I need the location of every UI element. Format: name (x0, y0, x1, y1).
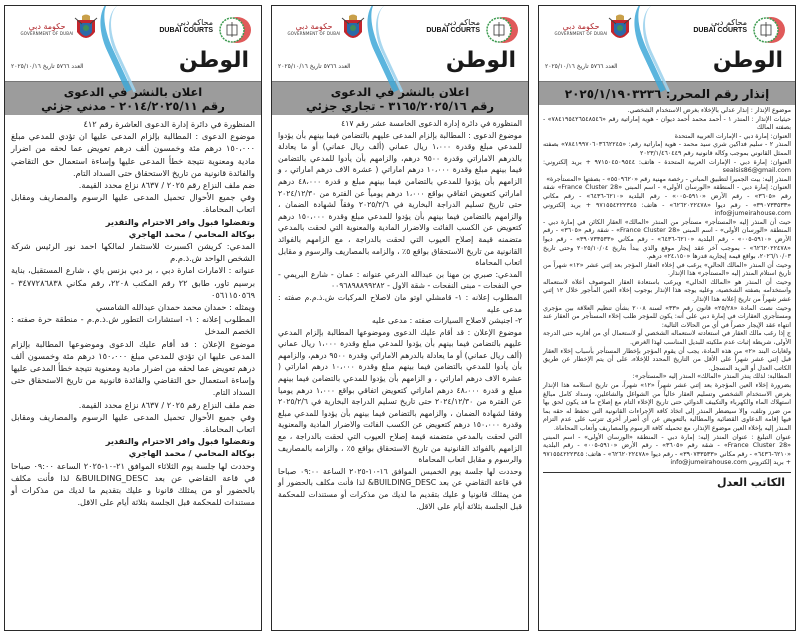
notary-signature: الكاتب العدل (543, 472, 791, 492)
masthead (272, 6, 528, 81)
notice-column-civil (4, 5, 262, 631)
government-name-ar: حكومة دبي (28, 22, 66, 31)
notice-body (539, 105, 795, 470)
paragraph: موضوع الدعوى : المطالبة بإلزام المدعى عليهم بالتضامن فيما بينهم بأن يؤدوا للمدعي مبلغ وقدرة ١،٠٠٠ ريال عماني (ألف ريال عماني) أو ما يعادلة بالدرهم الاماراتي وقدرة ٩٥٠٠ درهم، والزامهم بأن يأدوا للمدعي بالتضامن فيما بينهم مبلغ وقدرة ١٠،٠٠٠ درهم اماراتي ( عشرة الاف درهم اماراتي ، و الزامهم بأن يؤدوا للمدعي بالتضامن فيما بينهم مبلغ و قدرة ٤٨،٠٠٠ درهم اماراتي كتعويض اتفاقي بواقع ١،٠٠٠ درهم يومياً عن الفترة من ٢٠٢٤/١٢/٣٠ حتى تاريخ تسليم الدراجة البخارية في ٢٠٢٥/٢/٦ وفقاً لشهادة الضمان ، والزامهم بالتضامن فيما بينهم بأن يؤدوا للمدعي مبلغ وقدرة ١٥٠،٠٠٠ درهم كتعويض عن الكسب الفائت والاضرار المادية والمعنوية التي لحقت بالمدعي متضمنه قيمة إصلاح العيوب التي لحقت بالدراجة ، مع الزامهم بالفوائد القانونية من تاريخ الاستحقاق بواقع ٥٪ ، والزامه بالمصاريف والرسوم و مقابل اتعاب المحاماة (278, 130, 523, 268)
paragraph: المطلوب إعلانه : ١- قامشلي اوتو مان لاصلاح المركبات ش.ذ.م.م صفته : مدعى عليه (278, 292, 522, 314)
notice-title: اعلان بالنشر في الدعوى (330, 85, 470, 99)
paragraph: وتفضلوا قبول وافر الاحترام والتقدير (105, 216, 255, 227)
paragraph: عنوانه : الامارات امارة دبي ، بر دبي بزنس باي ، شارع المستقبل، بناية برسيم تاور، طابق ٢٢ رقم المكتب ٢٢٠٨، رقم مكاني ٣٤٧٧٢٨٦٨٣٨ - ٠٥٦١١٥٠٥٦٩ (11, 265, 255, 300)
government-of-dubai-logo (551, 22, 611, 36)
paragraph: المنظورة في دائرة إدارة الدعوى الخامسة عشر رقم ٤١٧ (341, 119, 522, 128)
paragraph: موضوع الإعلان : قد أقام عليك الدعوى وموضوعها المطالبة بإلزام المدعي عليهم بالتضامن فيما بينهم بأن يؤدوا للمدعي مبلغ وقدرة ١،٠٠٠ ريال عماني (ألف ريال عماني) أو ما يعادلة بالدرهم الاماراتي وقدرة ٩٥٠٠ درهم، والزامهم بأن يأدوا للمدعي بالتضامن فيما بينهم مبلغ وقدرة ١٠،٠٠٠ درهم اماراتي ( عشرة الاف درهم اماراتي ، و الزامهم بأن يؤدوا للمدعي بالتضامن فيما بينهم مبلغ و قدرة ٤٨،٠٠٠ درهم اماراتي كتعويض اتفاقي بواقع ١،٠٠٠ درهم يوميا عن الفترة من ٢٠٢٤/١٢/٣٠ حتى تاريخ تسليم الدراجة البخارية في ٢٠٢٥/٢/٦ وفقا لشهادة الضمان ، والزامهم بالتضامن فيما بينهم بأن يؤدوا للمدعي مبلغ وقدرة ١٥٠،٠٠٠ درهم كتعويض عن الكسب الفائت والاضرار المادية والمعنوية التي لحقت بالمدعي متضمنه قيمة إصلاح العيوب التي لحقت بالدراجة ، مع الزامهم بالفوائد القانونية من تاريخ الاستحقاق بواقع ٥٪ ، والزامه بالمصاريف والرسوم و مقابل اتعاب المحاماة (278, 327, 522, 465)
government-name-ar: حكومة دبي (295, 22, 333, 31)
paragraph: موضوع الدعوى : المطالبة بإلزام المدعى عليها ان تؤدي للمدعي مبلغ ١٥٠،٠٠٠ درهم مئة وخمسون ألف درهم تعويض عما لحقه من اضرار مادية ومعنوية نتيجة خطأ المدعى عليها وإساءة استعمال حق التقاضي والفائدة قانونية من تاريخ الاستحقاق حتى السداد التام. (11, 131, 255, 178)
paragraph: ضم ملف النزاع رقم ٢٠٢٥ / ٨٦٣٧ نزاع محدد القيمة. (78, 399, 255, 410)
paragraph: ٢- اجنيشن لاصلاح السيارات صفته : مدعى عليه (372, 316, 522, 326)
notice-body (272, 115, 528, 514)
paragraph: العنوان: إمارة دبي - الإمارات العربية المتحدة (674, 132, 791, 140)
dubai-emblem-icon (607, 14, 633, 44)
paragraph: موضوع الإعلان : قد أقام عليك الدعوى وموضوعها المطالبة بإلزام المدعى عليها ان تؤدي للمدعي مبلغ ١٥٠،٠٠٠ درهم مئة وخمسون ألف درهم تعويض عما لحقه من اضرار مادية ومعنوية نتيجة خطأ المدعى عليها وإساءة استعمال حق التقاضي والفائدة قانونية من تاريخ الاستحقاق حتى السداد التام. (11, 338, 255, 398)
masthead (539, 6, 795, 81)
notice-column-warning (538, 5, 796, 631)
courts-name-en: DUBAI COURTS (693, 27, 747, 34)
courts-name-en: DUBAI COURTS (426, 27, 480, 34)
paragraph: المنظورة في دائرة إدارة الدعوى العاشرة رقم ٤١٢ (83, 119, 255, 129)
dubai-emblem-icon (73, 14, 99, 44)
courts-seal-icon (484, 16, 518, 44)
newspaper-name: الوطن (712, 48, 783, 73)
courts-name-en: DUBAI COURTS (159, 27, 213, 34)
notice-title: اعلان بالنشر في الدعوى (63, 85, 203, 99)
courts-seal-icon (217, 16, 251, 44)
paragraph: حيث أن المنذر إليه «المستأجر» مستأجر من المنذر «المالك» العقار الكائن في إمارة دبي - المنطقة «الورسان الأولى» - اسم المبنى «France Cluster 28» - شقة رقم «٣٦٠٥» - رقم الأرض «٥٩١٠-٠٠٥» - رقم البلدية «٦٢١٠-٦٤٣٦» - رقم مكاني «٣٩٠٧٣٣٥٣٣» - رقم ديوا «٦٢٦٢٠٢٢٤٧٨» - بموجب آخر عقد إيجار موقع والذي يبدأ بتاريخ ٢٠٢٥/١٠/٠٤ وحتى تاريخ ٢٠٢٦/١٠/٠٣، بواقع قيمة إيجارية قدرها «٢٤،١٥٠» درهم. (543, 218, 792, 261)
paragraph: وحددت لها جلسة يوم الثلاثاء الموافق ٢١-١٠-٢٠٢٥ الساعة ٠٩:٠٠ صباحا في قاعة التقاضي عن بعد BUILDING_DESC& لذا فأنت مكلف بالحضور أو من يمثلك قانونا و عليك بتقديم ما لديك من مذكرات أو مستندات للمحكمة قبل الجلسة بثلاثة أيام على الاقل. (11, 460, 255, 508)
courts-name-ar: محاكم دبي (710, 18, 747, 27)
dubai-emblem-icon (340, 14, 366, 44)
paragraph: بوكالة المحامي / محمد الهاجري (128, 448, 255, 459)
notice-title: إنذار رقم المحرر: ٢٠٢٥/١/١٩٠٣٢٣٦ (564, 87, 770, 101)
paragraph: وحيث أن المنذر «المالك الحالي» يرغب في إخلاء العقار المؤجر بعد إثني عشر «١٢» شهراً من تاريخ استلام المنذر إليه «المستأجر» هذا الإنذار. (543, 261, 791, 278)
paragraph: وحددت لها جلسة يوم الخميس الموافق ١٦-١٠-٢٠٢٥ الساعة ٠٩:٠٠ صباحا في قاعة التقاضي عن بعد BUILDING_DESC& لذا فأنت مكلف بالحضور أو من يمثلك قانونيا و عليك بتقديم ما لديك من مذكرات أو مستندات للمحكمة قبل الجلسة بثلاثة أيام على الاقل. (278, 466, 523, 511)
dubai-courts-logo (410, 16, 520, 44)
case-number: رقم ٢٠١٤/٢٠٢٥/١١ - مدني جزئي (41, 99, 225, 113)
dubai-courts-logo (677, 16, 787, 44)
paragraph: حيثيات الإنذار : المنذر ١ - أحمد محمد أحمد ديوان - هوية إماراتية رقم «٧٨٤١٩٥٤٢٦٥٤٨٥٤٦» - بصفته المالك (543, 115, 791, 132)
paragraph: وحيث نصت المادة «٢٥/٢٨» قانون رقم «٣٣» لسنة ٢٠٠٨ بشأن تنظيم العلاقة بين مؤجري ومستأجري العقارات في إمارة دبي على أنه: يكون للمؤجر طلب إخلاء المستأجر من العقار عند انتهاء عقد الإيجار حصراً في أي من الحالات التالية: (543, 304, 791, 329)
paragraph: العنوان: إمارة دبي - الإمارات العربية المتحدة - هاتف: ٩٧١٥٠٤٥٠٩٥٤٤ + بريد إلكتروني: sealsis86@gmail.com (543, 158, 791, 175)
paragraph: موضوع الإنذار : إنذار عدلي بالإخلاء بغرض الاستخدام الشخصي. (627, 107, 791, 114)
government-name-ar: حكومة دبي (562, 22, 600, 31)
courts-name-ar: محاكم دبي (443, 18, 480, 27)
newspaper-name: الوطن (445, 48, 516, 73)
case-number: رقم ٣١٦٥/٢٠٢٥/١٦ - تجاري جزئي (305, 99, 495, 113)
newspaper-name: الوطن (178, 48, 249, 73)
paragraph: ولغايات البند «٢» من هذه المادة، يجب أن يقوم المؤجر بإخطار المستأجر بأسباب إخلاء العقار قبل إثني عشر شهراً على الأقل من التاريخ المحدد للإخلاء، على أن يتم الإخطار عن طريق الكاتب العدل أو البريد المسجل. (543, 347, 791, 372)
courts-name-ar: محاكم دبي (176, 18, 213, 27)
government-name-en: GOVERNMENT OF DUBAI (20, 31, 74, 36)
paragraph: المطالبة: لذلك ينذر المنذر «المالك» المنذر إليه «المستأجر»: (632, 373, 791, 381)
paragraph: عنوان التبليغ : عنوان المنذر إليه: إمارة دبي - المنطقة «الورسان الأولى» - اسم المبنى «France Cluster 28» - شقة رقم «٣٦٠٥» - رقم الأرض «٥٩١٠-٠٠٥» - رقم البلدية «٦٢١٠-٦٤٣٦» - رقم مكاني «٣٩٠٧٣٣٥٣٣» - رقم ديوا «٦٢٦٢٠٢٢٤٧٨» - هاتف: ٩٧١٥٥٤٢٢٢٣٤٥ + بريد إلكتروني info@jumeirahouse.com (543, 433, 791, 467)
paragraph: المدعي: كريشن اكسبرت للاستثمار لمالكها احمد نور الرئيس شركة الشخص الواحد ش.ذ.م.م (11, 241, 255, 264)
government-of-dubai-logo (284, 22, 344, 36)
masthead (5, 6, 261, 81)
paragraph: المدعي: صبري بن مهنا بن عبدالله الدرعي عنوانه : عمان - شارع البريمي - حي النفحات - مبنى النفحات - شقة الاول - ٠٠٩٦٨٩٨٨٩٩٢٨٢ (278, 269, 522, 291)
paragraph: وحيث أن المنذر هو «المالك الحالي» ويرغب باستعادة العقار الموصوف أعلاه لاستعماله واستخدامه بصفته الشخصية، وعليه يوجه هذا الإنذار بوجوب إخلاء العين المأجور خلال ١٢ إثني عشر شهراً من تاريخ إعلانه هذا الإنذار. (543, 278, 792, 304)
paragraph: المنذر ٢ - سليم فداكين شري سيد محمد - هوية إماراتية رقم: «٧٨٤١٩٩٧٠٦٠٣٦٦٢٢٤٥» بصفته الممثل القانوني بموجب وكالة قانونية رقم ٢٠٢٣/١/٤٦٠٤٤٩ (543, 141, 792, 157)
issue-number-date: العدد ٥٧٦٦ تاريخ ٢٠٢٥/١٠/١٦ (11, 63, 84, 70)
paragraph: المنذر إليه: بيت الجميرا لتطبيق المباني - رخصة مهنية رقم «٥٥٠٩٦٢٠» - بصفتها «المستأجرة» (546, 175, 791, 183)
dubai-courts-logo (143, 16, 253, 44)
notice-column-commercial (271, 5, 529, 631)
courts-seal-icon (751, 16, 785, 44)
paragraph: بوكالة المحامي / محمد الهاجري (128, 228, 255, 239)
issue-number-date: العدد ٥٧٦٦ تاريخ ٢٠٢٥/١٠/١٦ (545, 63, 618, 70)
paragraph: بضرورة إخلاء العين المؤجرة بعد إثني عشر شهراً «١٢» شهراً، من تاريخ استلامه هذا الإنذار بغرض الاستخدام الشخصي وتسليم العقار خالياً من الشواغل والشاغلين، وسداد كامل مبالغ استهلاك الماء والكهرباء والتكييف الدوائي حتى تاريخ الإخلاء التام مع إصلاح ما قد يكون لحق بها من ضرر وتلف، وإلا سيضطر المنذر إلى اتخاذ كافة الإجراءات القانونية التي تحفظ له حقه بما فيها إقامة الدعاوى القضائية والمطالبة بالتعويض عن أي أضرار أخرى تترتب على عدم التزام المنذر إليه بإخلاء العين موضوع الإنذار، مع تحميله كافة الرسوم والمصاريف وأتعاب المحاماة. (543, 382, 791, 432)
issue-number-date: العدد ٥٧٦٦ تاريخ ٢٠٢٥/١٠/١٦ (278, 63, 351, 70)
paragraph: ضم ملف النزاع رقم ٢٠٢٥ / ٨٦٣٧ نزاع محدد القيمة. (78, 180, 255, 191)
notice-body (5, 115, 261, 511)
paragraph: ويمثله : حمدان محمد حمدان عبدالله الشامسي (96, 302, 255, 313)
paragraph: ج إذا رغب مالك العقار في استعادته لاستعماله الشخصي أو لاستعمال أي من أقاربه حتى الدرجة الأولى، شريطة إثبات عدم ملكيته للبديل المناسب لهذا الغرض. (543, 330, 791, 347)
paragraph: وتفضلوا قبول وافر الاحترام والتقدير (105, 436, 255, 447)
paragraph: العنوان: إمارة دبي - المنطقة «الورسان الأولى» - اسم المبنى «France Cluster 28» شقة رقم «٣٦٠٥» - رقم الأرض «٥٩١٠-٠٠٥» - رقم البلدية «٦٢١٠-٦٤٣٦» - رقم مكاني «٣٩٠٧٣٣٥٣٣» - رقم ديوا «٦٢٦٢٠٢٢٤٧٨» - هاتف: ٩٧١٥٥٤٢٢٢٣٤٥ + بريد إلكتروني info@jumeirahouse.com (543, 184, 791, 218)
government-name-en: GOVERNMENT OF DUBAI (554, 31, 608, 36)
government-of-dubai-logo (17, 22, 77, 36)
paragraph: وفي جميع الأحوال تحميل المدعى عليها الرسوم والمصاريف ومقابل اتعاب المحاماة. (11, 192, 255, 215)
paragraph: المطلوب إعلانه : ١- استشارات التطور ش.ذ.م.م - منطقة حرة صفته : الخصم المدخل (11, 314, 255, 337)
paragraph: وفي جميع الأحوال تحميل المدعى عليها الرسوم والمصاريف ومقابل اتعاب المحاماة. (11, 411, 255, 435)
government-name-en: GOVERNMENT OF DUBAI (287, 31, 341, 36)
